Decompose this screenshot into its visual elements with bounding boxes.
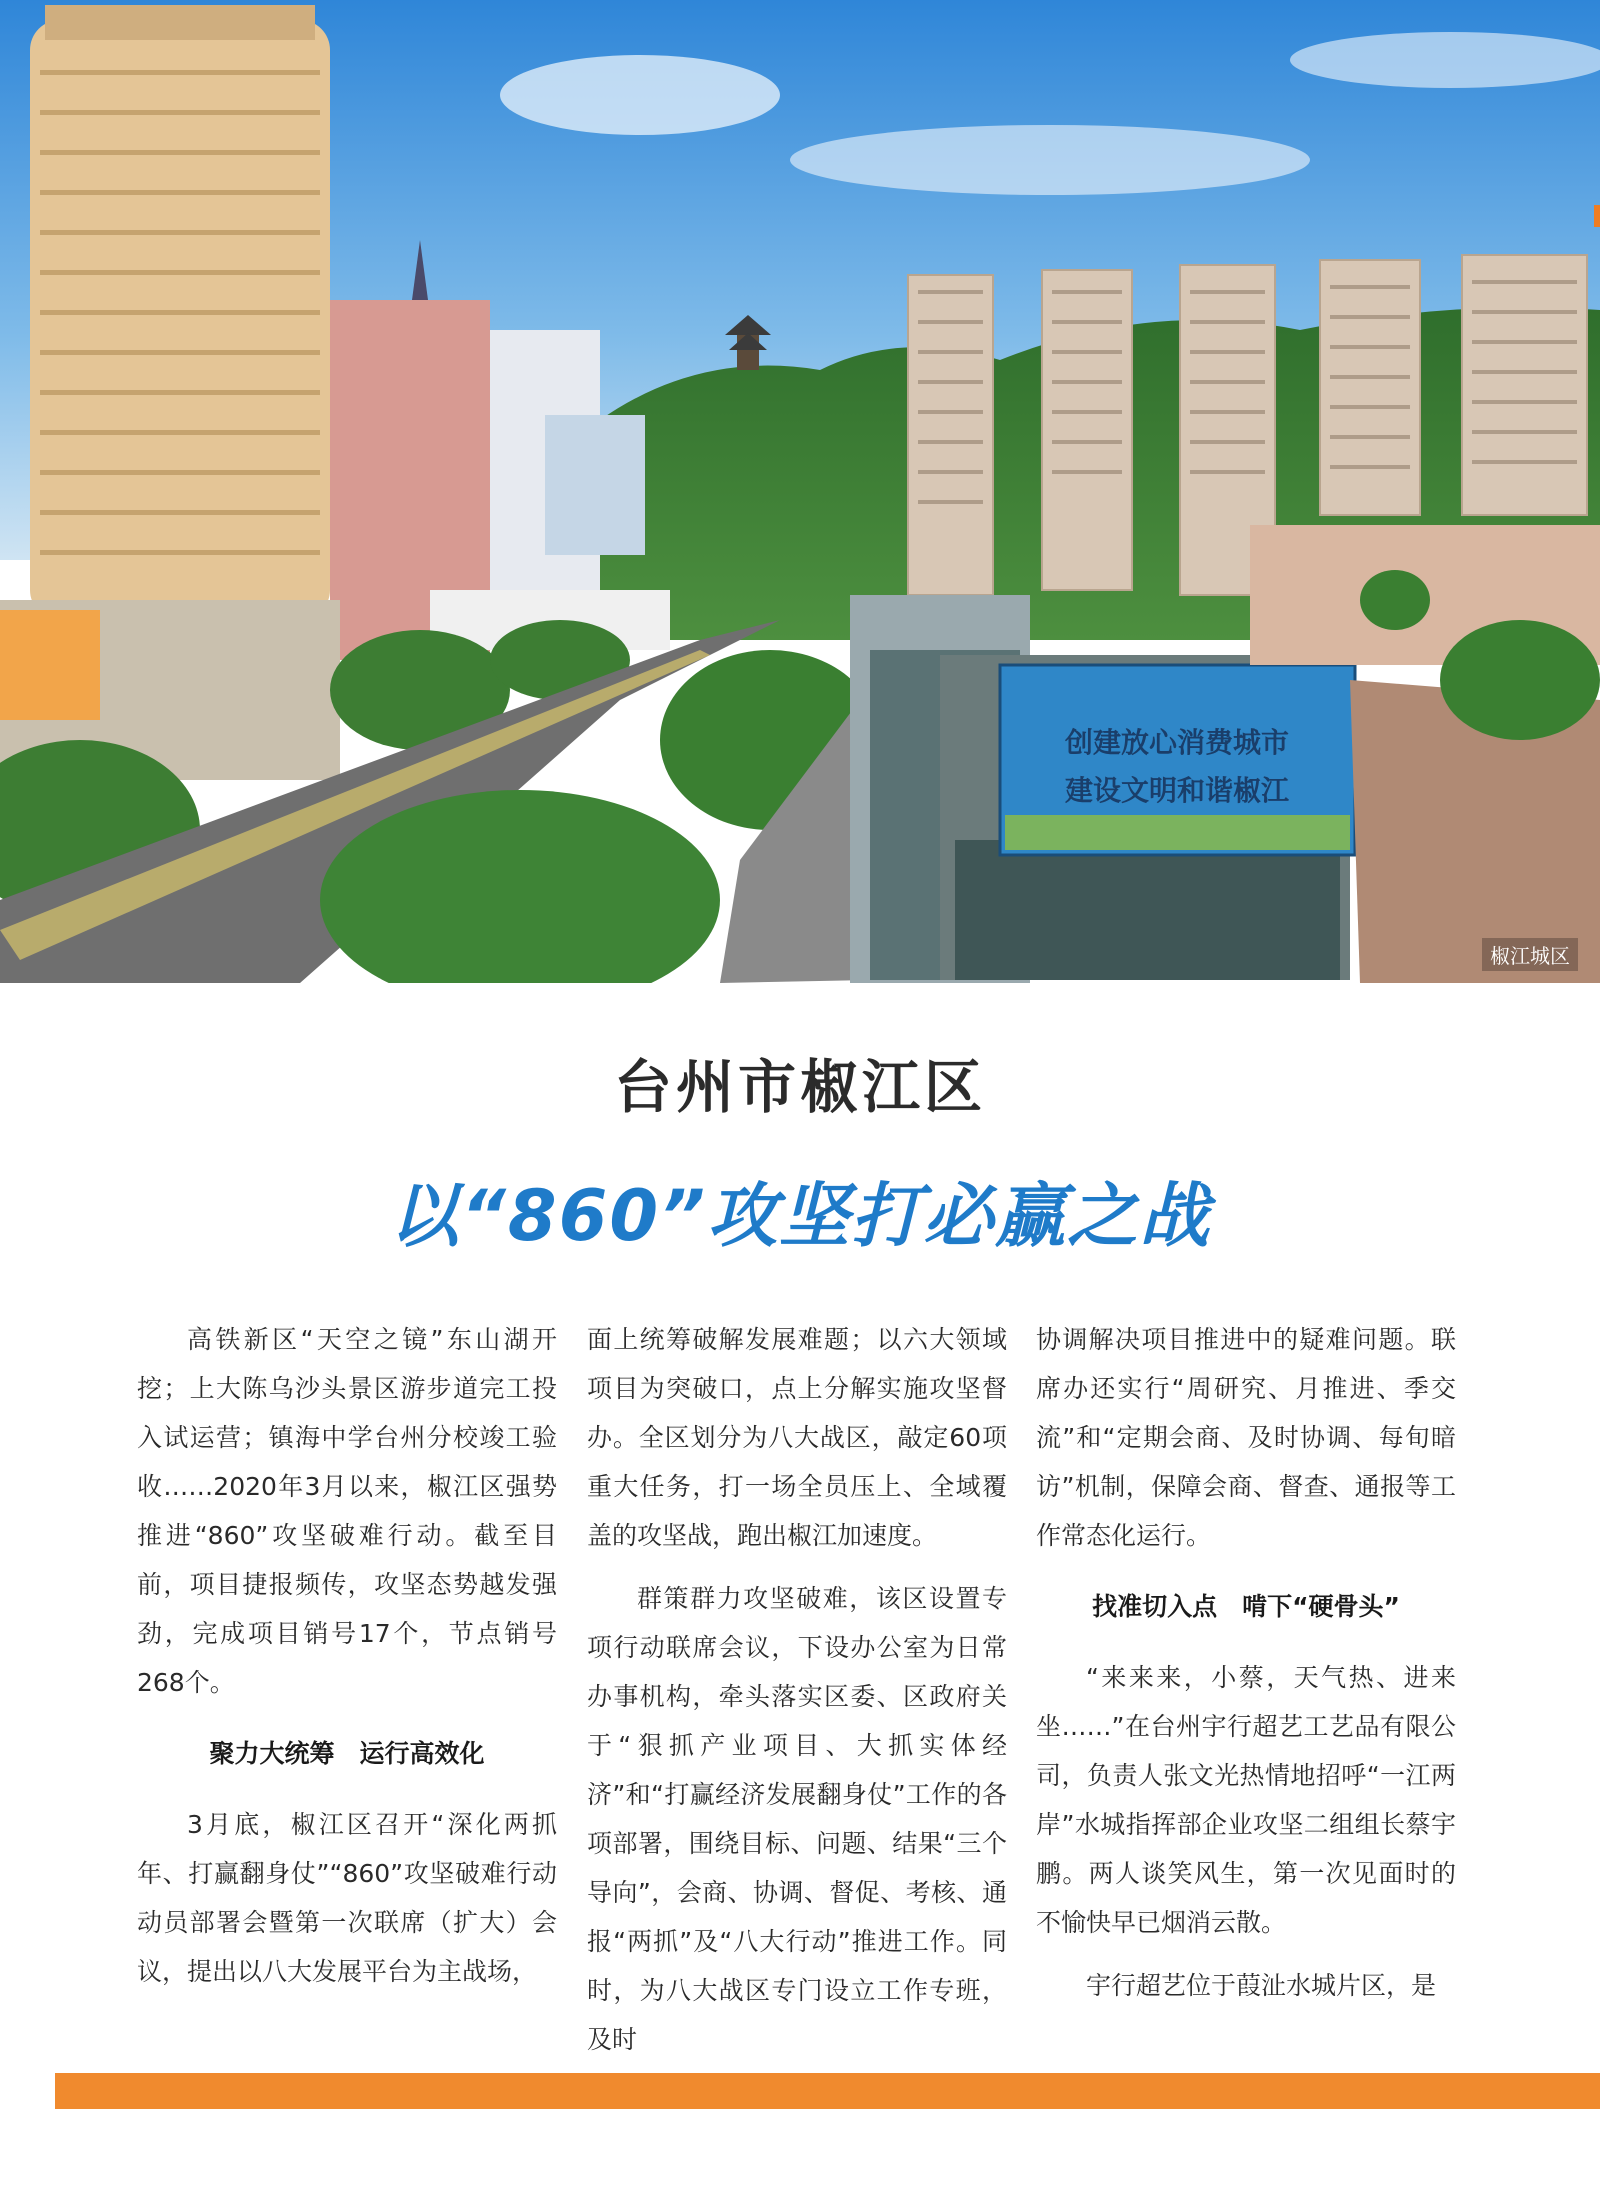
paragraph: 协调解决项目推进中的疑难问题。联席办还实行“周研究、月推进、季交流”和“定期会商、及时协调、每旬暗访”机制，保障会商、督查、通报等工作常态化运行。 bbox=[1036, 1325, 1456, 1550]
paragraph: 高铁新区“天空之镜”东山湖开挖；上大陈乌沙头景区游步道完工投入试运营；镇海中学台州分校竣工验收……2020年3月以来，椒江区强势推进“860”攻坚破难行动。截至目前，项目捷报频传，攻坚态势越发强劲，完成项目销号17个，节点销号268个。 bbox=[137, 1325, 557, 1697]
billboard-line2: 建设文明和谐椒江 bbox=[1064, 774, 1290, 807]
tower bbox=[1320, 260, 1420, 515]
round-tower bbox=[30, 5, 330, 620]
page-title: 台州市椒江区 bbox=[613, 1053, 986, 1121]
column-1 bbox=[137, 1315, 557, 1996]
section-heading: 找准切入点 啃下“硬骨头” bbox=[1092, 1592, 1400, 1621]
tower bbox=[1042, 270, 1132, 590]
cloud bbox=[790, 125, 1310, 195]
billboard-line1: 创建放心消费城市 bbox=[1064, 726, 1290, 759]
section-heading: 聚力大统筹 运行高效化 bbox=[209, 1739, 485, 1768]
cloud bbox=[500, 55, 780, 135]
paragraph: 3月底，椒江区召开“深化两抓年、打赢翻身仗”“860”攻坚破难行动动员部署会暨第一次联席（扩大）会议，提出以八大发展平台为主战场， bbox=[137, 1810, 557, 1986]
tower bbox=[545, 415, 645, 555]
paragraph: 宇行超艺位于葭沚水城片区，是 bbox=[1086, 1971, 1437, 2000]
cloud bbox=[1290, 32, 1600, 88]
page-subtitle: 以“860”攻坚打必赢之战 bbox=[388, 1175, 1212, 1257]
paragraph: 面上统筹破解发展难题；以六大领域项目为突破口，点上分解实施攻坚督办。全区划分为八大战区，敲定60项重大任务，打一场全员压上、全域覆盖的攻坚战，跑出椒江加速度。 bbox=[587, 1325, 1007, 1550]
paragraph: “来来来，小蔡，天气热、进来坐……”在台州宇行超艺工艺品有限公司，负责人张文光热情地招呼“一江两岸”水城指挥部企业攻坚二组组长蔡宇鹏。两人谈笑风生，第一次见面时的不愉快早已烟消云散。 bbox=[1036, 1663, 1456, 1937]
paragraph: 群策群力攻坚破难，该区设置专项行动联席会议，下设办公室为日常办事机构，牵头落实区委、区政府关于“狠抓产业项目、大抓实体经济”和“打赢经济发展翻身仗”工作的各项部署，围绕目标、问题、结果“三个导向”，会商、协调、督促、考核、通报“两抓”及“八大行动”推进工作。同时，为八大战区专门设立工作专班，及时 bbox=[587, 1584, 1007, 2054]
photo-caption: 椒江城区 bbox=[1482, 938, 1578, 971]
edge-marker bbox=[1594, 205, 1600, 227]
city-photo bbox=[0, 0, 1600, 983]
tower bbox=[1462, 255, 1587, 515]
column-3 bbox=[1036, 1315, 1456, 2010]
shop-sign bbox=[0, 610, 100, 720]
column-2 bbox=[587, 1315, 1007, 2064]
bottom-accent-bar bbox=[55, 2073, 1600, 2109]
city-photo-illustration bbox=[0, 0, 1600, 983]
